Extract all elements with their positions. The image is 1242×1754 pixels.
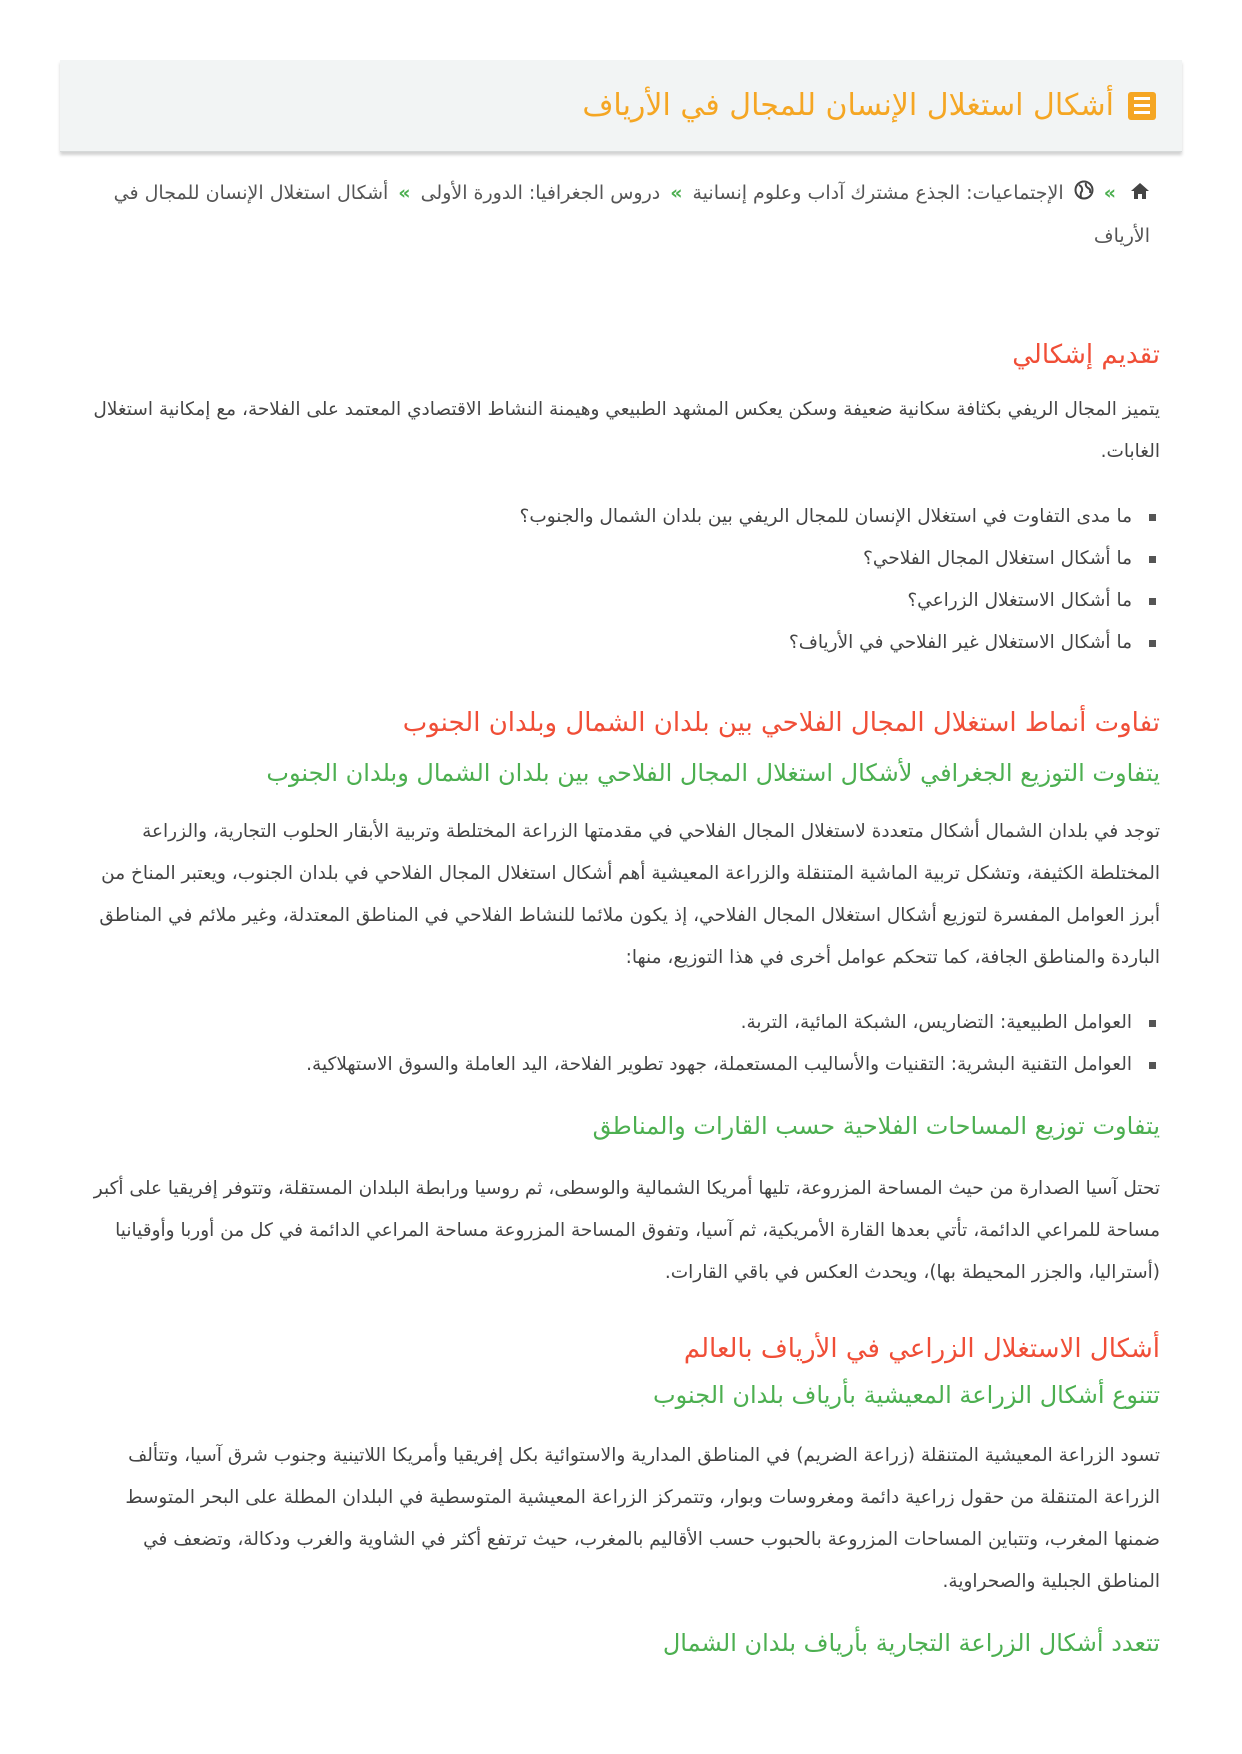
- subheading-subsistence: تتنوع أشكال الزراعة المعيشية بأرياف بلدان الجنوب: [653, 1381, 1160, 1409]
- breadcrumb-separator: »: [1103, 182, 1116, 204]
- distribution-paragraph: توجد في بلدان الشمال أشكال متعددة لاستغلال المجال الفلاحي في مقدمتها الزراعة المختلطة وتربية الأبقار الحلوب التجارية، والزراعة المختلطة الكثيفة، وتشكل تربية الماشية المتنقلة والزراعة المعيشية أهم أشكال استغلال المجال الفلاحي في بلدان الجنوب، ويعتبر المناخ من أبرز العوامل المفسرة لتوزيع أشكال استغلال المجال الفلاحي، إذ يكون ملائما للنشاط الفلاحي في المناطق المعتدلة، وغير ملائم في المناطق الباردة والمناطق الجافة، كما تتحكم عوامل أخرى في هذا التوزيع، منها:: [99, 821, 1160, 968]
- section-heading-intro: تقديم إشكالي: [1012, 340, 1160, 370]
- list-item: ما أشكال استغلال المجال الفلاحي؟: [75, 538, 1160, 580]
- factors-list: [75, 1002, 1160, 1086]
- globe-icon: [1074, 173, 1094, 215]
- list-item: ما أشكال الاستغلال غير الفلاحي في الأرياف؟: [75, 622, 1160, 664]
- breadcrumb-separator: »: [398, 182, 411, 204]
- document-icon: [1128, 92, 1156, 120]
- breadcrumb-link-lessons[interactable]: دروس الجغرافيا: الدورة الأولى: [420, 182, 661, 204]
- page-title: أشكال استغلال الإنسان للمجال في الأرياف: [582, 88, 1114, 123]
- home-icon[interactable]: [1130, 173, 1150, 215]
- article-content: [75, 335, 1160, 1663]
- breadcrumb: [90, 172, 1150, 257]
- breadcrumb-separator: »: [670, 182, 683, 204]
- areas-paragraph: تحتل آسيا الصدارة من حيث المساحة المزروعة، تليها أمريكا الشمالية والوسطى، ثم روسيا ورابطة البلدان المستقلة، وتتوفر إفريقيا على أكبر مساحة للمراعي الدائمة، تأتي بعدها القارة الأمريكية، ثم آسيا، وتفوق المساحة المزروعة مساحة المراعي الدائمة في كل من أوربا وأوقيانيا (أستراليا، والجزر المحيطة بها)، ويحدث العكس في باقي القارات.: [93, 1178, 1160, 1283]
- list-item: العوامل التقنية البشرية: التقنيات والأساليب المستعملة، جهود تطوير الفلاحة، اليد العاملة والسوق الاستهلاكية.: [75, 1044, 1160, 1086]
- section-heading-agriculture: أشكال الاستغلال الزراعي في الأرياف بالعالم: [683, 1334, 1160, 1364]
- list-item: ما أشكال الاستغلال الزراعي؟: [75, 580, 1160, 622]
- subheading-distribution: يتفاوت التوزيع الجغرافي لأشكال استغلال المجال الفلاحي بين بلدان الشمال وبلدان الجنوب: [266, 759, 1160, 787]
- section-heading-disparity: تفاوت أنماط استغلال المجال الفلاحي بين بلدان الشمال وبلدان الجنوب: [402, 708, 1160, 738]
- subheading-commercial: تتعدد أشكال الزراعة التجارية بأرياف بلدان الشمال: [662, 1629, 1160, 1657]
- breadcrumb-current: أشكال استغلال الإنسان للمجال في الأرياف: [113, 182, 1150, 247]
- subsistence-paragraph: تسود الزراعة المعيشية المتنقلة (زراعة الضريم) في المناطق المدارية والاستوائية بكل إفريقيا وأمريكا اللاتينية وجنوب شرق آسيا، وتتألف الزراعة المتنقلة من حقول زراعية دائمة ومغروسات وبوار، وتتمركز الزراعة المعيشية المتوسطية في البلدان المطلة على البحر المتوسط ضمنها المغرب، وتتباين المساحات المزروعة بالحبوب حسب الأقاليم بالمغرب، حيث ترتفع أكثر في الشاوية والغرب ودكالة، وتضعف في المناطق الجبلية والصحراوية.: [125, 1445, 1160, 1592]
- page-header: [60, 60, 1182, 152]
- intro-paragraph: يتميز المجال الريفي بكثافة سكانية ضعيفة وسكن يعكس المشهد الطبيعي وهيمنة النشاط الاقتصادي المعتمد على الفلاحة، مع إمكانية استغلال الغابات.: [93, 399, 1160, 462]
- subheading-areas: يتفاوت توزيع المساحات الفلاحية حسب القارات والمناطق: [592, 1112, 1160, 1140]
- list-item: العوامل الطبيعية: التضاريس، الشبكة المائية، التربة.: [75, 1002, 1160, 1044]
- questions-list: [75, 496, 1160, 664]
- list-item: ما مدى التفاوت في استغلال الإنسان للمجال الريفي بين بلدان الشمال والجنوب؟: [75, 496, 1160, 538]
- breadcrumb-link-subject[interactable]: الإجتماعيات: الجذع مشترك آداب وعلوم إنسانية: [692, 182, 1064, 204]
